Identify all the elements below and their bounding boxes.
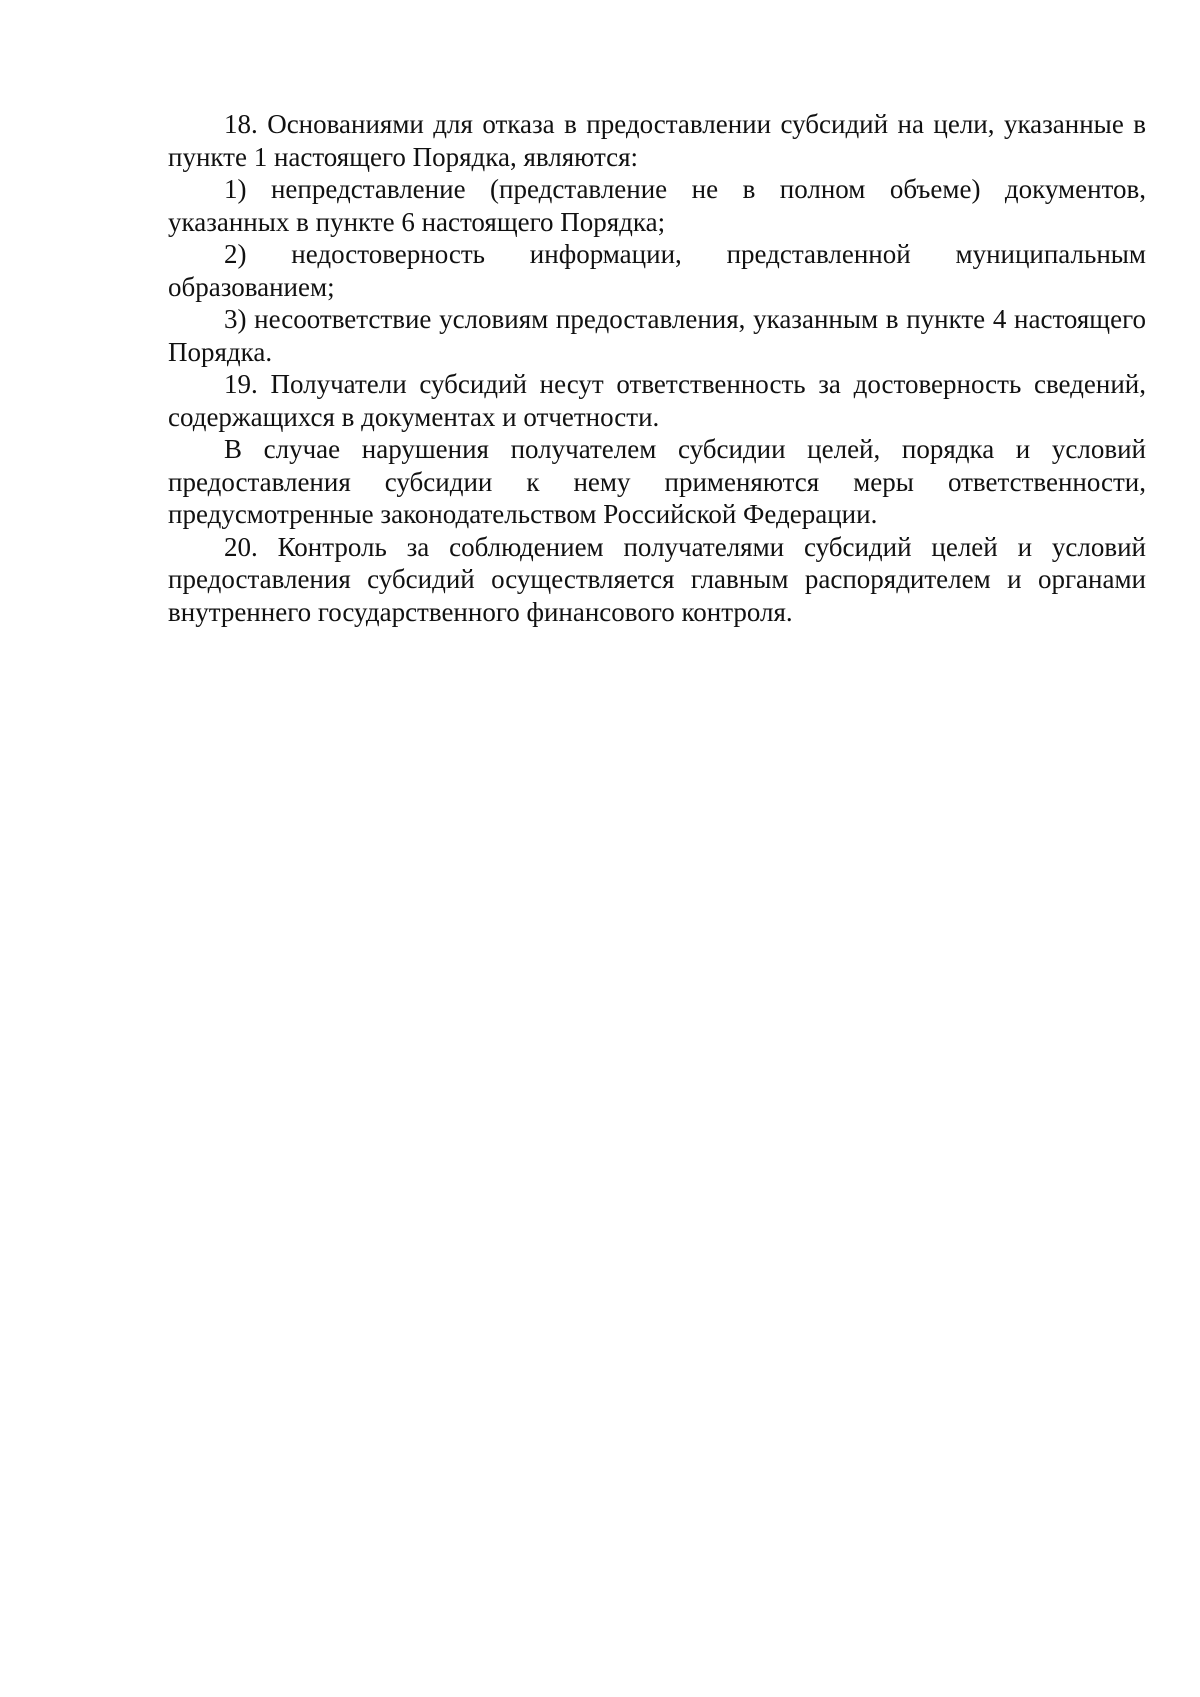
paragraph-violation-measures: В случае нарушения получателем субсидии целей, порядка и условий предоставления субсидии к нему применяются меры ответственности, предусмотренные законодательством Российской Федерации. — [168, 434, 1146, 529]
paragraph-19-responsibility: 19. Получатели субсидий несут ответственность за достоверность сведений, содержащихся в документах и отчетности. — [168, 369, 1146, 432]
list-item-2-unreliable-information: 2) недостоверность информации, представленной муниципальным образованием; — [168, 239, 1146, 302]
list-item-3-noncompliance: 3) несоответствие условиям предоставления, указанным в пункте 4 настоящего Порядка. — [168, 304, 1146, 367]
document-body — [168, 108, 1146, 628]
list-item-1-missing-documents: 1) непредставление (представление не в полном объеме) документов, указанных в пункте 6 настоящего Порядка; — [168, 174, 1146, 237]
paragraph-18-refusal-grounds: 18. Основаниями для отказа в предоставлении субсидий на цели, указанные в пункте 1 настоящего Порядка, являются: — [168, 109, 1146, 172]
paragraph-20-control: 20. Контроль за соблюдением получателями субсидий целей и условий предоставления субсидий осуществляется главным распорядителем и органами внутреннего государственного финансового контроля. — [168, 531, 1146, 627]
